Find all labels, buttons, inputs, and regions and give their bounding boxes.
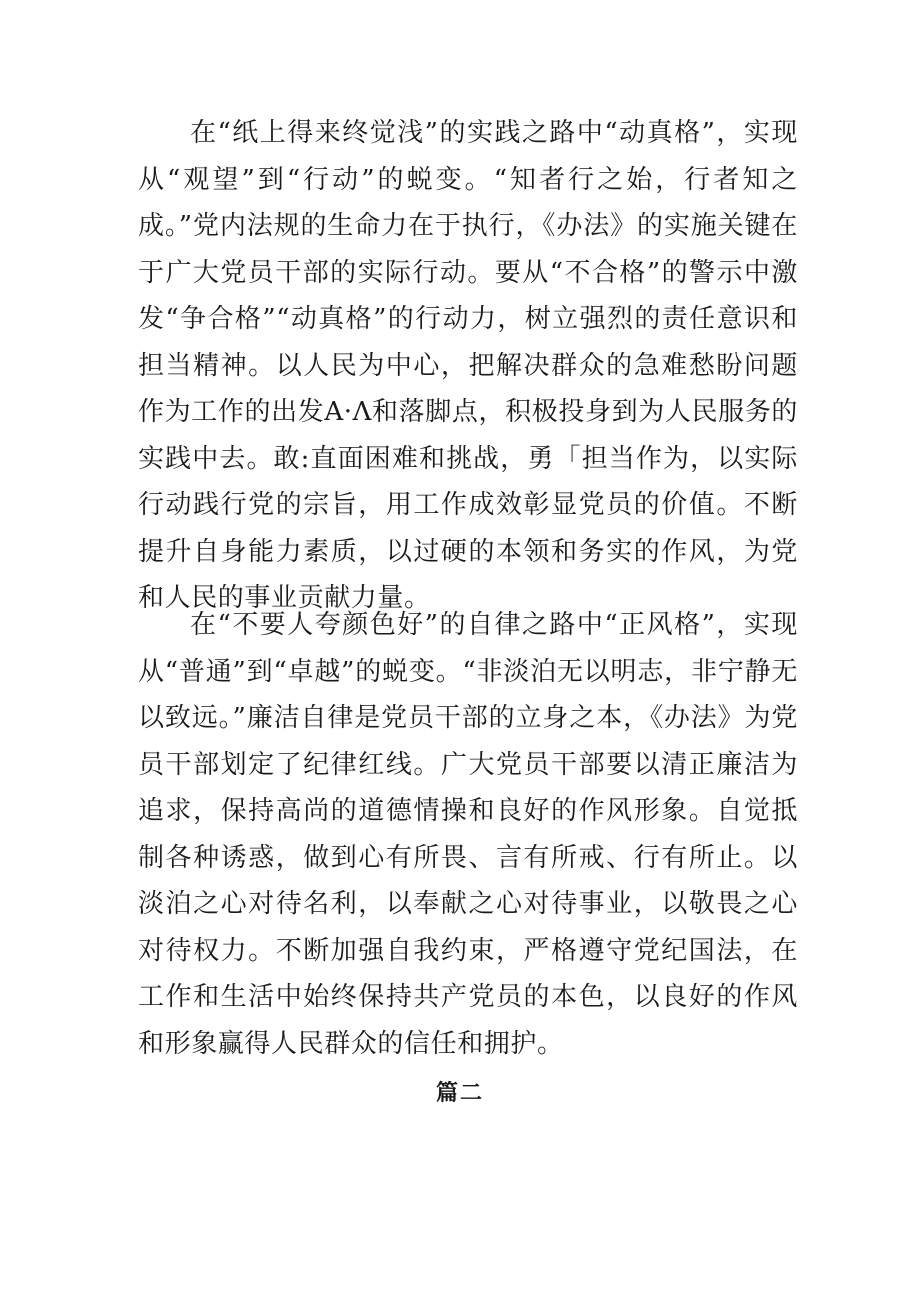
section-heading: 篇二 [435,1080,484,1106]
paragraph-practice: 在“纸上得来终觉浅”的实践之路中“动真格”，实现从“观望”到“行动”的蜕变。“知者行之始，行者知之成。”党内法规的生命力在于执行，《办法》的实施关键在于广大党员干部的实际行动。要从“不合格”的警示中激发“争合格”“动真格”的行动力，树立强烈的责任意识和担当精神。以人民为中心，把解决群众的急难愁盼问题作为工作的出发A·Λ和落脚点，积极投身到为人民服务的实践中去。敢:直面困难和挑战，勇「担当作为，以实际行动践行党的宗旨，用工作成效彰显党员的价值。不断提升自身能力素质，以过硬的本领和务实的作风，为党和人民的事业贡献力量。 [138,118,798,613]
paragraph-self-discipline: 在“不要人夸颜色好”的自律之路中“正风格”，实现从“普通”到“卓越”的蜕变。“非淡泊无以明志，非宁静无以致远。”廉洁自律是党员干部的立身之本，《办法》为党员干部划定了纪律红线。广大党员干部要以清正廉洁为追求，保持高尚的道德情操和良好的作风形象。自觉抵制各种诱惑，做到心有所畏、言有所戒、行有所止。以淡泊之心对待名利，以奉献之心对待事业，以敬畏之心对待权力。不断加强自我约束，严格遵守党纪国法，在工作和生活中始终保持共产党员的本色，以良好的作风和形象赢得人民群众的信任和拥护。 [138,610,798,1059]
